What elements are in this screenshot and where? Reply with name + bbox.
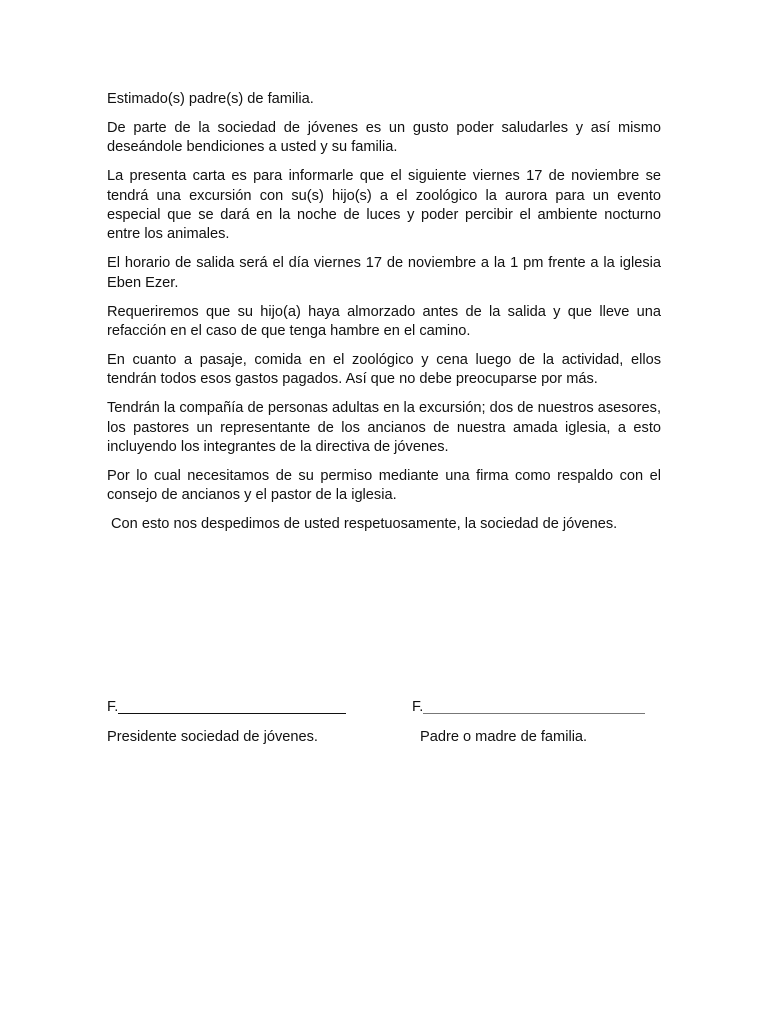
signature-rule [423,713,645,714]
signature-block-president [107,698,346,747]
paragraph-permission-request: Por lo cual necesitamos de su permiso mediante una firma como respaldo con el consejo de ancianos y el pastor de la iglesia. [107,468,661,504]
signature-line-parent [412,698,645,717]
signature-rule [118,713,346,714]
letter-body [107,90,661,544]
signature-caption-president: Presidente sociedad de jóvenes. [107,729,318,745]
paragraph-departure-time: El horario de salida será el día viernes 17 de noviembre a la 1 pm frente a la iglesia Eben Ezer. [107,255,661,291]
letter-greeting: Estimado(s) padre(s) de familia. [107,91,314,107]
paragraph-chaperones: Tendrán la compañía de personas adultas en la excursión; dos de nuestros asesores, los pastores un representante de los ancianos de nuestra amada iglesia, a esto incluyendo los integrantes de la directiva de jóvenes. [107,400,661,456]
signature-line-president [107,698,346,717]
paragraph-excursion-announcement: La presenta carta es para informarle que el siguiente viernes 17 de noviembre se tendrá una excursión con su(s) hijo(s) a el zoológico la aurora para un evento especial que se dará en la noche de luces y poder percibir el ambiente nocturno entre los animales. [107,168,661,243]
paragraph-greeting-wishes: De parte de la sociedad de jóvenes es un gusto poder saludarles y así mismo deseándole bendiciones a usted y su familia. [107,119,661,156]
signature-prefix: F. [412,699,424,715]
paragraph-lunch-requirement: Requeriremos que su hijo(a) haya almorzado antes de la salida y que lleve una refacción en el caso de que tenga hambre en el camino. [107,303,661,340]
signature-block-parent [412,698,645,747]
letter-closing: Con esto nos despedimos de usted respetuosamente, la sociedad de jóvenes. [111,516,618,533]
signature-prefix: F. [107,699,119,715]
signature-caption-parent: Padre o madre de familia. [420,729,588,745]
paragraph-expenses: En cuanto a pasaje, comida en el zoológico y cena luego de la actividad, ellos tendrán todos esos gastos pagados. Así que no debe preocuparse por más. [107,351,661,388]
